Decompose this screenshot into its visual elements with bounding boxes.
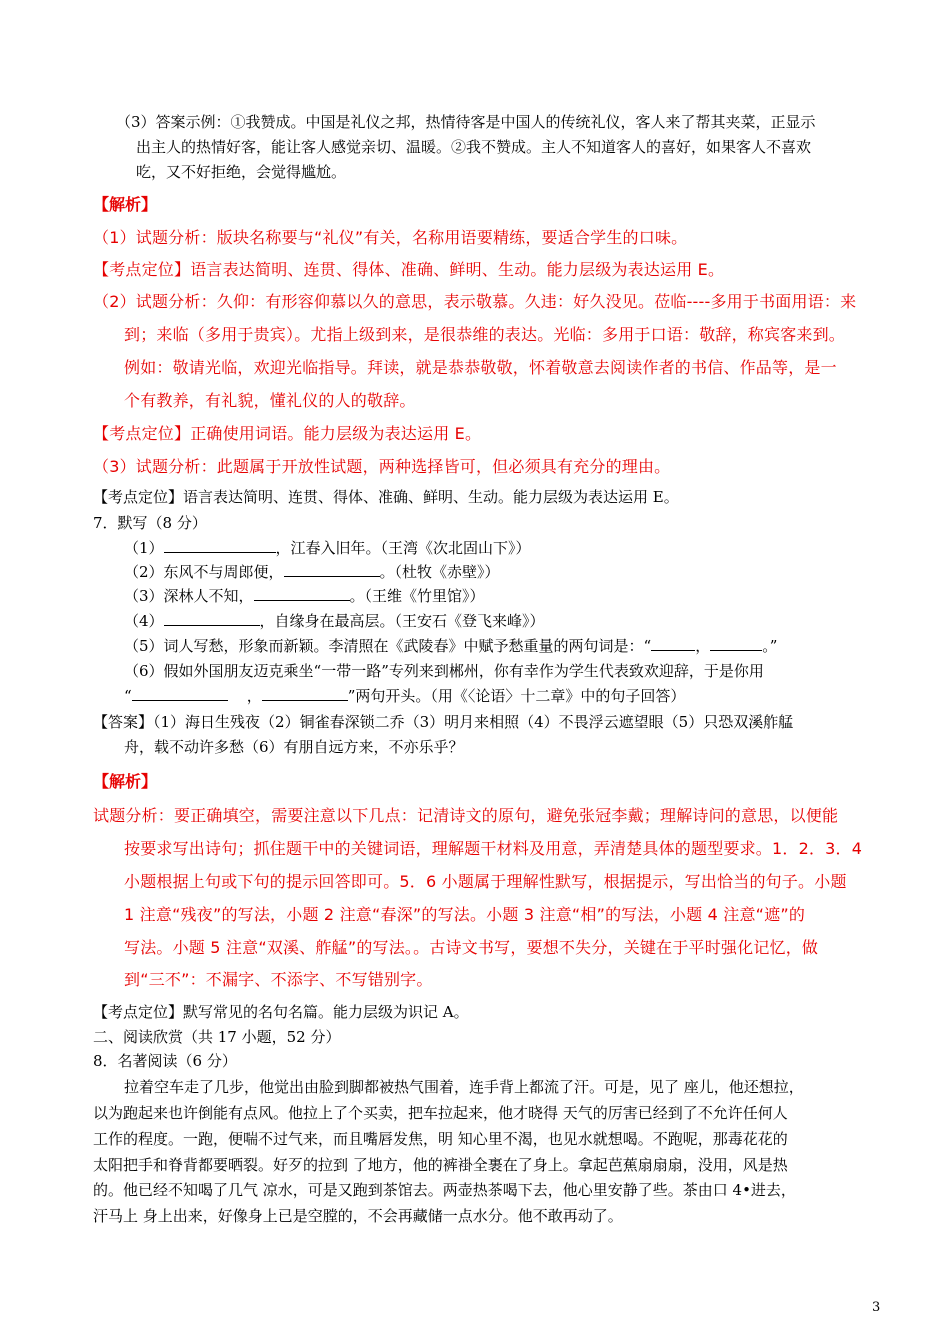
q7-item4-suffix: ，自缘身在最高层。（王安石《登飞来峰》） xyxy=(259,612,545,630)
q7-item6-line1: （6）假如外国朋友迈克乘坐“一带一路”专列来到郴州，你有幸作为学生代表致欢迎辞，于是你用 xyxy=(124,662,764,680)
q7-item6-suffix: ”两句开头。（用《〈论语〉十二章》中的句子回答） xyxy=(347,687,686,705)
analysis2-line4: 1 注意“残夜”的写法，小题 2 注意“春深”的写法。小题 3 注意“相”的写法，小题 4 注意“遮”的 xyxy=(124,905,806,924)
analysis2-line6: 到“三不”：不漏字、不添字、不写错别字。 xyxy=(124,970,433,989)
analysis-part2-line3: 例如：敬请光临，欢迎光临指导。拜读，就是恭恭敬敬，怀着敬意去阅读作者的书信、作品等，是一 xyxy=(124,358,837,377)
q7-item5-blank2[interactable] xyxy=(710,636,762,651)
analysis-part3: （3）试题分析：此题属于开放性试题，两种选择皆可，但必须具有充分的理由。 xyxy=(93,457,671,476)
analysis2-heading: 【解析】 xyxy=(93,772,158,791)
q7-item6-line2 xyxy=(124,686,685,706)
analysis-part2-line4: 个有教养，有礼貌，懂礼仪的人的敬辞。 xyxy=(124,391,416,410)
q7-item5-mid: ， xyxy=(695,637,711,655)
analysis2-line1: 试题分析：要正确填空，需要注意以下几点：记清诗文的原句，避免张冠李戴；理解诗问的意思，以便能 xyxy=(93,806,839,825)
q7-item1-suffix: ，江春入旧年。（王湾《次北固山下》） xyxy=(275,539,531,557)
q7-item6-blank1[interactable] xyxy=(132,686,228,701)
q8-passage-line5: 的。他已经不知喝了几气 凉水，可是又跑到茶馆去。两壶热茶喝下去，他心里安静了些。茶由口 4•进去， xyxy=(93,1181,796,1199)
analysis2-line3: 小题根据上句或下句的提示回答即可。5．6 小题属于理解性默写，根据提示，写出恰当的句子。小题 xyxy=(124,872,847,891)
exam-point-4: 【考点定位】默写常见的名句名篇。能力层级为识记 A。 xyxy=(93,1003,469,1021)
q7-item5-prefix: （5）词人写愁，形象而新颖。李清照在《武陵春》中赋予愁重量的两句词是：“ xyxy=(124,637,652,655)
analysis-part2-line2: 到；来临（多用于贵宾）。尤指上级到来，是很恭维的表达。光临：多用于口语：敬辞，称宾客来到。 xyxy=(124,325,846,344)
q7-item6-open: “ xyxy=(124,687,132,705)
q8-passage-line6: 汗马上 身上出来，好像身上已是空膛的，不会再藏储一点水分。他不敢再动了。 xyxy=(93,1207,623,1225)
q8-title: 8．名著阅读（6 分） xyxy=(93,1052,237,1070)
q7-item4-prefix: （4） xyxy=(124,612,164,630)
analysis-part2-line1: （2）试题分析：久仰：有形容仰慕以久的意思，表示敬慕。久违：好久没见。莅临----多用于书面用语：来 xyxy=(93,292,857,311)
exam-point-2: 【考点定位】正确使用词语。能力层级为表达运用 E。 xyxy=(93,424,482,443)
answer-3-line2: 出主人的热情好客，能让客人感觉亲切、温暖。②我不赞成。主人不知道客人的喜好，如果客人不喜欢 xyxy=(136,138,812,156)
exam-point-3: 【考点定位】语言表达简明、连贯、得体、准确、鲜明、生动。能力层级为表达运用 E。 xyxy=(93,488,679,506)
q8-passage-line1: 拉着空车走了几步，他觉出由脸到脚都被热气围着，连手背上都流了汗。可是，见了 座儿，他还想拉， xyxy=(124,1078,804,1096)
q7-answer-line1: 【答案】（1）海日生残夜（2）铜雀春深锁二乔（3）明月来相照（4）不畏浮云遮望眼（5）只恐双溪舴艋 xyxy=(93,713,794,731)
q7-item2-blank[interactable] xyxy=(284,562,380,577)
q7-item3 xyxy=(124,586,485,606)
q7-title: 7．默写（8 分） xyxy=(93,514,207,532)
q7-item2-prefix: （2）东风不与周郎便， xyxy=(124,563,284,581)
answer-3-line1: （3）答案示例：①我赞成。中国是礼仪之邦，热情待客是中国人的传统礼仪，客人来了帮其夹菜，正显示 xyxy=(116,113,816,131)
q7-item6-blank2[interactable] xyxy=(262,686,348,701)
q8-passage-line3: 工作的程度。一跑，便喘不过气来，而且嘴唇发焦，明 知心里不渴，也见水就想喝。不跑呢，那毒花花的 xyxy=(93,1130,788,1148)
q7-item1-prefix: （1） xyxy=(124,539,164,557)
answer-3-line3: 吃，又不好拒绝，会觉得尴尬。 xyxy=(136,163,347,181)
q8-passage-line4: 太阳把手和脊背都要晒裂。好歹的拉到 了地方，他的裤褂全裹在了身上。拿起芭蕉扇扇扇，没用，风是热 xyxy=(93,1156,788,1174)
q7-item3-suffix: 。（王维《竹里馆》） xyxy=(349,587,485,605)
q7-item3-prefix: （3）深林人不知， xyxy=(124,587,254,605)
analysis2-line5: 写法。小题 5 注意“双溪、舴艋”的写法。。古诗文书写，要想不失分，关键在于平时强化记忆，做 xyxy=(124,938,819,957)
q7-item3-blank[interactable] xyxy=(254,586,350,601)
q7-item5-blank1[interactable] xyxy=(651,636,695,651)
q7-item5 xyxy=(124,636,777,656)
q7-item1 xyxy=(124,538,531,558)
q7-item5-suffix: 。” xyxy=(762,637,778,655)
q7-item4-blank[interactable] xyxy=(164,611,260,626)
q7-answer-line2: 舟，载不动许多愁（6）有朋自远方来，不亦乐乎？ xyxy=(124,738,464,756)
q7-item2-suffix: 。（杜牧《赤壁》） xyxy=(379,563,500,581)
q7-item4 xyxy=(124,611,545,631)
analysis-part1: （1）试题分析：版块名称要与“礼仪”有关，名称用语要精练，要适合学生的口味。 xyxy=(93,228,688,247)
analysis-heading: 【解析】 xyxy=(93,195,158,214)
page-number: 3 xyxy=(872,1300,881,1315)
analysis2-line2: 按要求写出诗句；抓住题干中的关键词语，理解题干材料及用意，弄清楚具体的题型要求。1．2．3．4 xyxy=(124,839,863,858)
section-two-heading: 二、阅读欣赏（共 17 小题，52 分） xyxy=(93,1028,341,1046)
q7-item1-blank[interactable] xyxy=(164,538,276,553)
exam-point-1: 【考点定位】语言表达简明、连贯、得体、准确、鲜明、生动。能力层级为表达运用 E。 xyxy=(93,260,725,279)
q7-item2 xyxy=(124,562,500,582)
q7-item6-mid: ， xyxy=(246,687,262,705)
q8-passage-line2: 以为跑起来也许倒能有点风。他拉上了个买卖，把车拉起来，他才晓得 天气的厉害已经到了不允许任何人 xyxy=(93,1104,788,1122)
